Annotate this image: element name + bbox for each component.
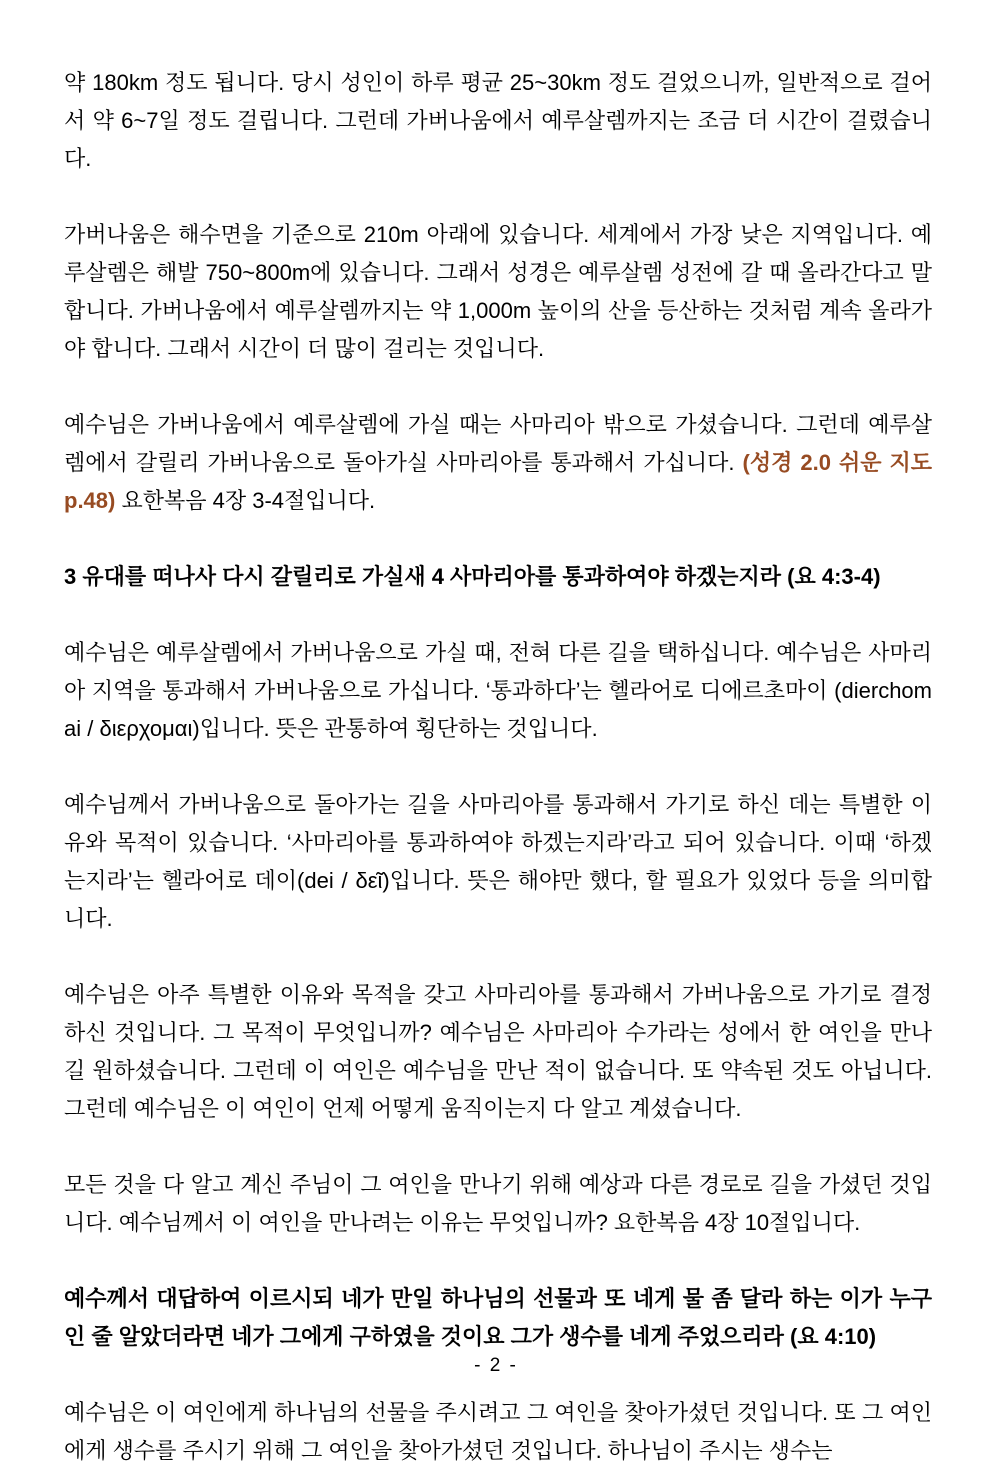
paragraph-route-text-before: 예수님은 가버나움에서 예루살렘에 가실 때는 사마리아 밖으로 가셨습니다. 그런데 예루살렘에서 갈릴리 가버나움으로 돌아가실 사마리아를 통과해서 가십니다. [64, 412, 932, 475]
paragraph-route-text-after: 요한복음 4장 3-4절입니다. [121, 488, 376, 513]
map-reference-label: (성경 2.0 쉬운 지도 p.48) [64, 450, 932, 513]
scripture-quote-john-4-10: 예수께서 대답하여 이르시되 네가 만일 하나님의 선물과 또 네게 물 좀 달라 하는 이가 누구인 줄 알았더라면 네가 그에게 구하였을 것이요 그가 생수를 네게 주었으리라 (요 4:10) [64, 1286, 932, 1349]
paragraph-reason: 모든 것을 다 알고 계신 주님이 그 여인을 만나기 위해 예상과 다른 경로로 길을 가셨던 것입니다. 예수님께서 이 여인을 만나려는 이유는 무엇입니까? 요한복음 4장 10절입니다. [64, 1172, 932, 1235]
paragraph-route [64, 406, 932, 520]
paragraph-purpose: 예수님은 아주 특별한 이유와 목적을 갖고 사마리아를 통과해서 가버나움으로 가기로 결정하신 것입니다. 그 목적이 무엇입니까? 예수님은 사마리아 수가라는 성에서 한 여인을 만나길 원하셨습니다. 그런데 이 여인은 예수님을 만난 적이 없습니다. 또 약속된 것도 아닙니다. 그런데 예수님은 이 여인이 언제 어떻게 움직이는지 다 알고 계셨습니다. [64, 982, 932, 1121]
paragraph-living-water: 예수님은 이 여인에게 하나님의 선물을 주시려고 그 여인을 찾아가셨던 것입니다. 또 그 여인에게 생수를 주시기 위해 그 여인을 찾아가셨던 것입니다. 하나님이 주시는 생수는 [64, 1400, 932, 1463]
paragraph-elevation: 가버나움은 해수면을 기준으로 210m 아래에 있습니다. 세계에서 가장 낮은 지역입니다. 예루살렘은 해발 750~800m에 있습니다. 그래서 성경은 예루살렘 성전에 갈 때 올라간다고 말합니다. 가버나움에서 예루살렘까지는 약 1,000m 높이의 산을 등산하는 것처럼 계속 올라가야 합니다. 그래서 시간이 더 많이 걸리는 것입니다. [64, 222, 932, 361]
scripture-quote-john-4-3-4: 3 유대를 떠나사 다시 갈릴리로 가실새 4 사마리아를 통과하여야 하겠는지라 (요 4:3-4) [64, 564, 881, 589]
paragraph-dei: 예수님께서 가버나움으로 돌아가는 길을 사마리아를 통과해서 가기로 하신 데는 특별한 이유와 목적이 있습니다. ‘사마리아를 통과하여야 하겠는지라’라고 되어 있습니다. 이때 ‘하겠는지라’는 헬라어로 데이(dei / δεῖ)입니다. 뜻은 해야만 했다, 할 필요가 있었다 등을 의미합니다. [64, 792, 932, 931]
document-body [64, 64, 932, 1470]
paragraph-distance: 약 180km 정도 됩니다. 당시 성인이 하루 평균 25~30km 정도 걸었으니까, 일반적으로 걸어서 약 6~7일 정도 걸립니다. 그런데 가버나움에서 예루살렘까지는 조금 더 시간이 걸렸습니다. [64, 70, 932, 171]
page-number: - 2 - [474, 1355, 518, 1376]
paragraph-dierchomai: 예수님은 예루살렘에서 가버나움으로 가실 때, 전혀 다른 길을 택하십니다. 예수님은 사마리아 지역을 통과해서 가버나움으로 가십니다. ‘통과하다’는 헬라어로 디에르초마이 (dierchomai / διερχομαι)입니다. 뜻은 관통하여 횡단하는 것입니다. [64, 640, 932, 741]
